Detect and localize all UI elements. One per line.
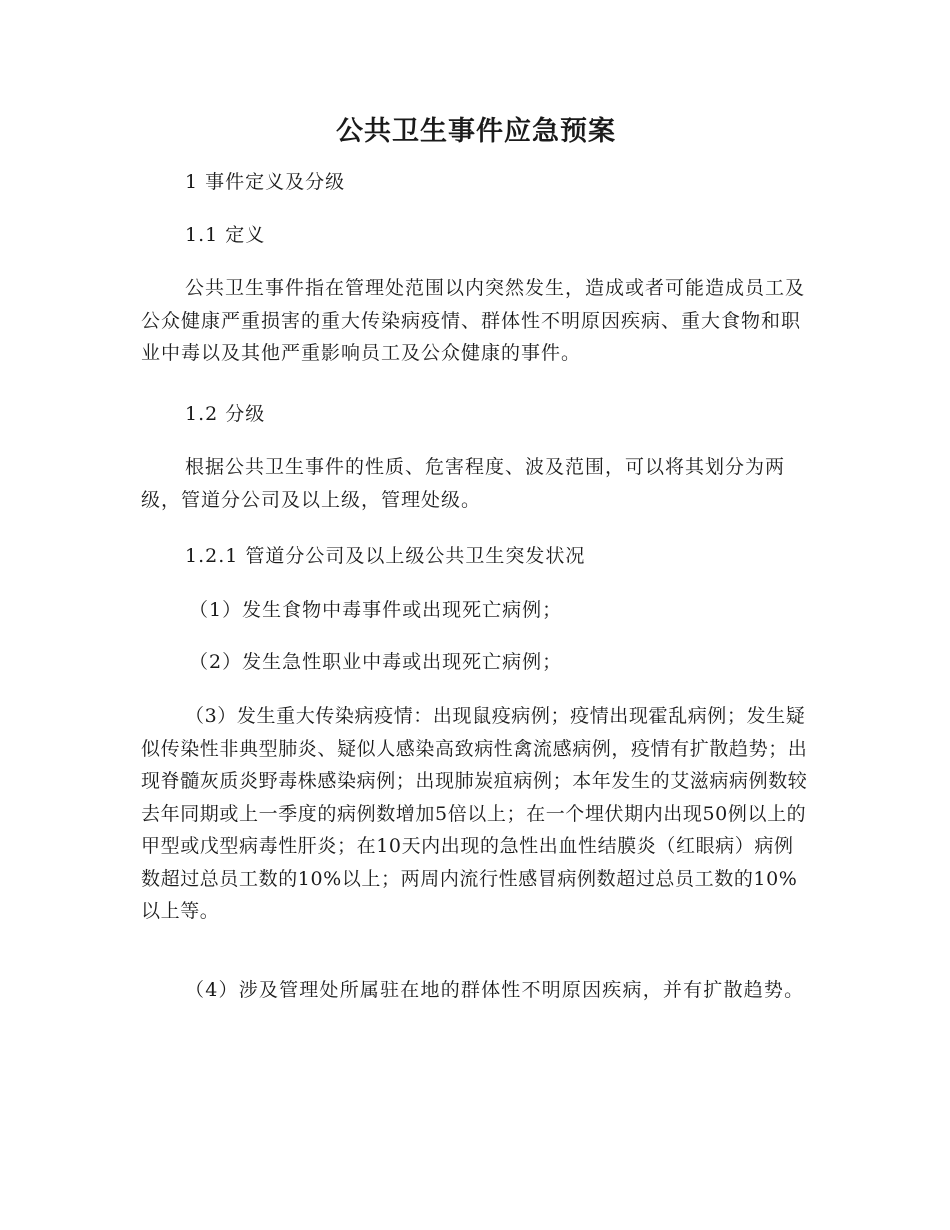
document-title: 公共卫生事件应急预案 [336,116,616,147]
list-item-1: （1）发生食物中毒事件或出现死亡病例； [189,599,563,621]
section-heading-1-2: 1.2 分级 [185,403,266,425]
list-item-2: （2）发生急性职业中毒或出现死亡病例； [189,651,563,673]
list-item-3: （3）发生重大传染病疫情：出现鼠疫病例；疫情出现霍乱病例；发生疑似传染性非典型肺炎、疑似人感染高致病性禽流感病例，疫情有扩散趋势；出现脊髓灰质炎野毒株感染病例；出现肺炭疽病例；本年发生的艾滋病病例数较去年同期或上一季度的病例数增加5倍以上；在一个埋伏期内出现50例以上的甲型或戊型病毒性肝炎；在10天内出现的急性出血性结膜炎（红眼病）病例数超过总员工数的10%以上；两周内流行性感冒病例数超过总员工数的10%以上等。 [141,705,808,922]
section-heading-1-1: 1.1 定义 [185,224,266,246]
section-heading-1-2-1: 1.2.1 管道分公司及以上级公共卫生突发状况 [185,545,586,567]
classification-paragraph: 根据公共卫生事件的性质、危害程度、波及范围，可以将其划分为两级，管道分公司及以上级，管理处级。 [141,456,786,511]
list-item-4: （4）涉及管理处所属驻在地的群体性不明原因疾病，并有扩散趋势。 [185,979,805,1001]
definition-paragraph: 公共卫生事件指在管理处范围以内突然发生，造成或者可能造成员工及公众健康严重损害的重大传染病疫情、群体性不明原因疾病、重大食物和职业中毒以及其他严重影响员工及公众健康的事件。 [141,277,806,364]
section-heading-1: 1 事件定义及分级 [185,171,346,193]
